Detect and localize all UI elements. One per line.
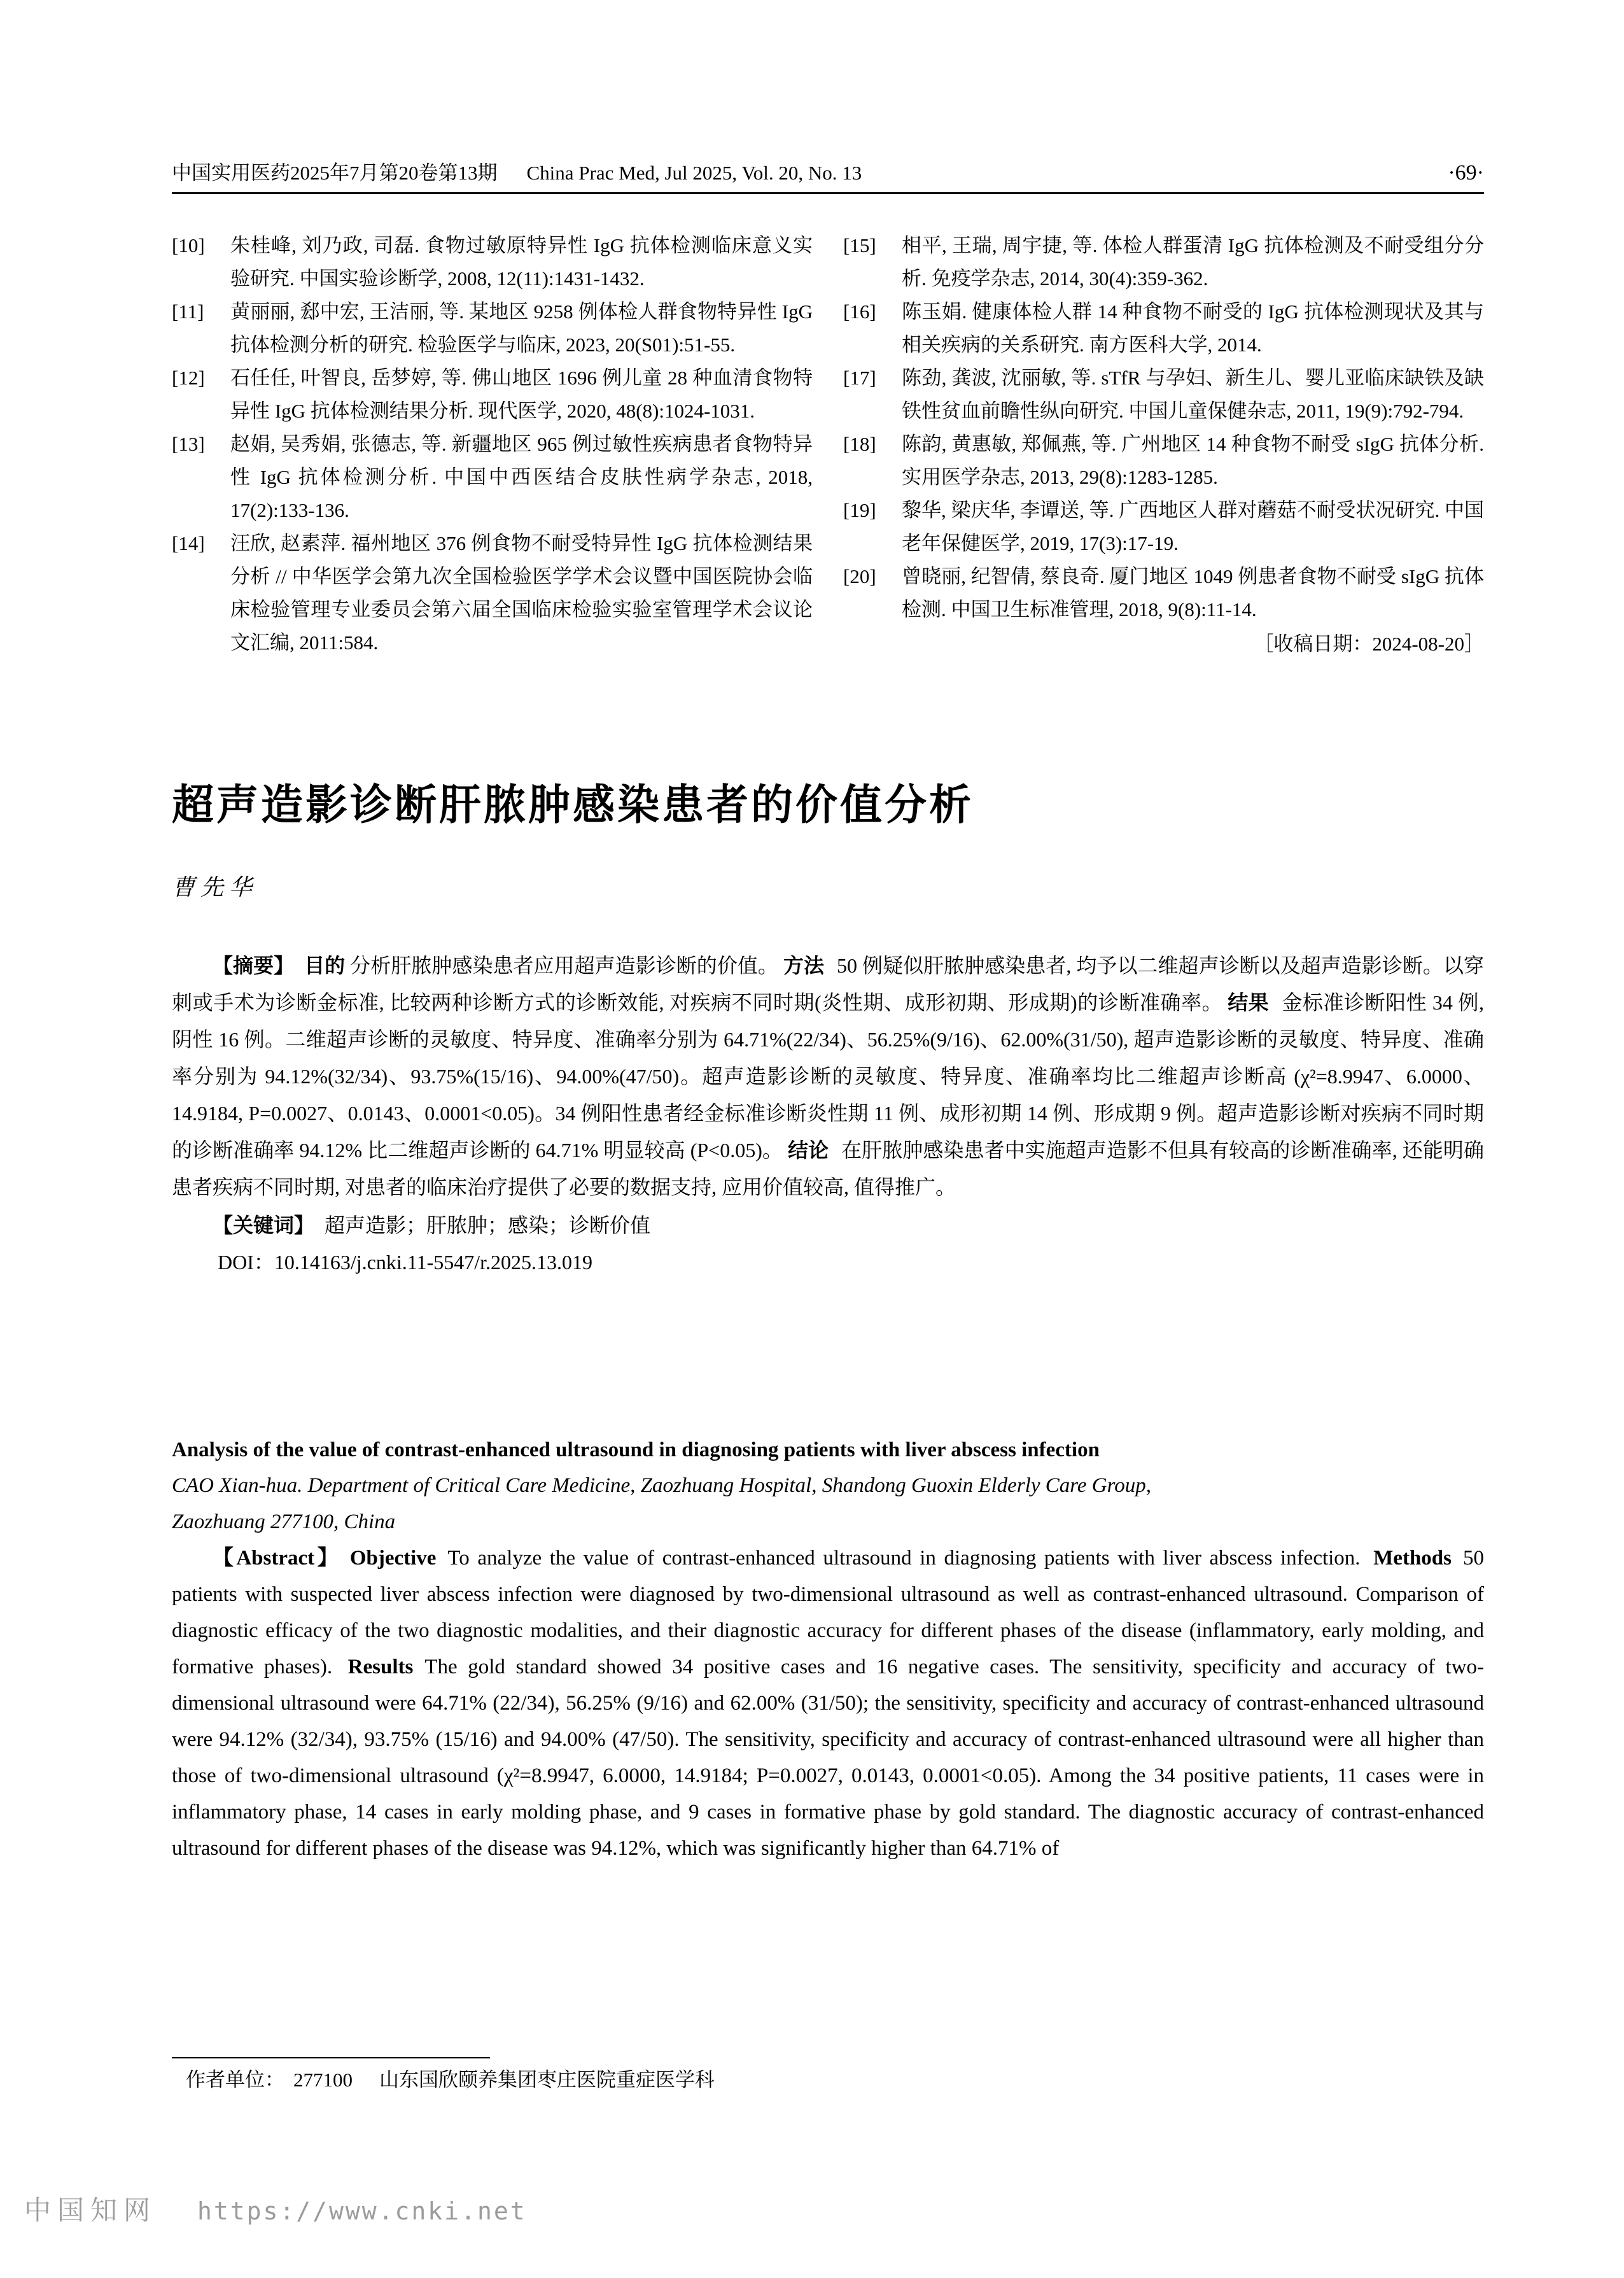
reference-text: 黎华, 梁庆华, 李谭送, 等. 广西地区人群对蘑菇不耐受状况研究. 中国老年保健医学, 2019, 17(3):17-19. (902, 499, 1484, 554)
footnote-block (172, 2057, 1484, 2097)
reference-text: 汪欣, 赵素萍. 福州地区 376 例食物不耐受特异性 IgG 抗体检测结果分析 // 中华医学会第九次全国检验医学学术会议暨中国医院协会临床检验管理专业委员会第六届全国临床检验实验室管理学术会议论文汇编, 2011:584. (230, 532, 813, 654)
reference-number: [13] (172, 433, 205, 455)
article-author: 曹先华 (172, 875, 258, 900)
objective-label: 目的 (304, 954, 346, 977)
reference-item (843, 362, 1484, 428)
reference-number: [10] (172, 234, 205, 257)
cnki-watermark (24, 2190, 527, 2228)
footnote-affiliation: 山东国欣颐养集团枣庄医院重症医学科 (379, 2069, 715, 2091)
abstract-tag: 【摘要】 (213, 954, 295, 977)
english-objective-label: Objective (349, 1547, 437, 1570)
english-section (172, 1432, 1484, 1867)
english-abstract-tag: 【Abstract】 (213, 1547, 341, 1570)
reference-number: [14] (172, 532, 205, 554)
reference-item (172, 362, 813, 428)
header-divider (172, 192, 1484, 194)
reference-text: 相平, 王瑞, 周宇捷, 等. 体检人群蛋清 IgG 抗体检测及不耐受组分分析. 免疫学杂志, 2014, 30(4):359-362. (902, 234, 1484, 290)
results-label: 结果 (1228, 991, 1270, 1014)
reference-item (843, 428, 1484, 494)
reference-text: 赵娟, 吴秀娟, 张德志, 等. 新疆地区 965 例过敏性疾病患者食物特异性 IgG 抗体检测分析. 中国中西医结合皮肤性病学杂志, 2018, 17(2):133-136. (230, 433, 813, 521)
article-title: 超声造影诊断肝脓肿感染患者的价值分析 (172, 781, 974, 828)
reference-text: 朱桂峰, 刘乃政, 司磊. 食物过敏原特异性 IgG 抗体检测临床意义实验研究. 中国实验诊断学, 2008, 12(11):1431-1432. (230, 234, 813, 290)
reference-number: [11] (172, 300, 204, 323)
english-abstract (172, 1540, 1484, 1867)
keywords-text: 超声造影；肝脓肿；感染；诊断价值 (325, 1214, 651, 1237)
reference-item (172, 428, 813, 527)
journal-info-zh: 中国实用医药2025年7月第20卷第13期 (172, 162, 498, 184)
reference-text: 陈劲, 龚波, 沈丽敏, 等. sTfR 与孕妇、新生儿、婴儿亚临床缺铁及缺铁性贫血前瞻性纵向研究. 中国儿童保健杂志, 2011, 19(9):792-794. (902, 367, 1484, 422)
english-affiliation-line1: CAO Xian-hua. Department of Critical Care Medicine, Zaozhuang Hospital, Shandong Guoxin Elderly Care Group, (172, 1474, 1151, 1497)
methods-label: 方法 (783, 954, 825, 977)
reference-number: [18] (843, 433, 876, 455)
doi-line: DOI：10.14163/j.cnki.11-5547/r.2025.13.019 (218, 1251, 593, 1274)
objective-text: 分析肝脓肿感染患者应用超声造影诊断的价值。 (350, 954, 778, 977)
footnote-divider (172, 2057, 490, 2058)
journal-info (172, 160, 862, 186)
references-left-column (172, 229, 813, 661)
conclusion-text: 在肝脓肿感染患者中实施超声造影不但具有较高的诊断准确率, 还能明确患者疾病不同时期, 对患者的临床治疗提供了必要的数据支持, 应用价值较高, 值得推广。 (172, 1139, 1484, 1199)
english-objective-text: To analyze the value of contrast-enhanced ultrasound in diagnosing patients with liver abscess infection. (447, 1547, 1361, 1570)
page-number: ·69· (1448, 161, 1484, 185)
reference-text: 陈玉娟. 健康体检人群 14 种食物不耐受的 IgG 抗体检测现状及其与相关疾病的关系研究. 南方医科大学, 2014. (902, 300, 1484, 356)
reference-item (843, 295, 1484, 362)
reference-text: 石任任, 叶智良, 岳梦婷, 等. 佛山地区 1696 例儿童 28 种血清食物特异性 IgG 抗体检测结果分析. 现代医学, 2020, 48(8):1024-1031. (230, 367, 813, 422)
english-title: Analysis of the value of contrast-enhanced ultrasound in diagnosing patients with liver abscess infection (172, 1438, 1100, 1461)
chinese-abstract (172, 947, 1484, 1206)
received-date: ［收稿日期：2024-08-20］ (1254, 633, 1484, 655)
chinese-abstract-block (172, 947, 1484, 1281)
reference-number: [20] (843, 565, 876, 587)
reference-item (843, 494, 1484, 560)
reference-item (843, 560, 1484, 626)
reference-text: 陈韵, 黄惠敏, 郑佩燕, 等. 广州地区 14 种食物不耐受 sIgG 抗体分析. 实用医学杂志, 2013, 29(8):1283-1285. (902, 433, 1484, 488)
methods-text: 50 例疑似肝脓肿感染患者, 均予以二维超声诊断以及超声造影诊断。以穿刺或手术为诊断金标准, 比较两种诊断方式的诊断效能, 对疾病不同时期(炎性期、成形初期、形成期)的诊断准确率。 (172, 954, 1484, 1014)
journal-info-en: China Prac Med, Jul 2025, Vol. 20, No. 13 (526, 162, 862, 184)
results-text: 金标准诊断阳性 34 例, 阴性 16 例。二维超声诊断的灵敏度、特异度、准确率分别为 64.71%(22/34)、56.25%(9/16)、62.00%(31/50), 超声造影诊断的灵敏度、特异度、准确率分别为 94.12%(32/34)、93.75%(15/16)、94.00%(47/50)。超声造影诊断的灵敏度、特异度、准确率均比二维超声诊断高 (χ²=8.9947、6.0000、14.9184, P=0.0027、0.0143、0.0001<0.05)。34 例阳性患者经金标准诊断炎性期 11 例、成形初期 14 例、形成期 9 例。超声造影诊断对疾病不同时期的诊断准确率 94.12% 比二维超声诊断的 64.71% 明显较高 (P<0.05)。 (172, 991, 1484, 1162)
footnote-label: 作者单位： (186, 2069, 284, 2091)
reference-item (172, 295, 813, 362)
references-right-column (843, 229, 1484, 661)
keywords-label: 【关键词】 (213, 1214, 315, 1237)
reference-number: [16] (843, 300, 876, 323)
reference-item (172, 229, 813, 295)
reference-item (843, 229, 1484, 295)
reference-text: 曾晓丽, 纪智倩, 蔡良奇. 厦门地区 1049 例患者食物不耐受 sIgG 抗体检测. 中国卫生标准管理, 2018, 9(8):11-14. (902, 565, 1484, 621)
references-section (172, 229, 1484, 661)
english-results-label: Results (347, 1656, 414, 1678)
cnki-url: https://www.cnki.net (197, 2197, 527, 2225)
reference-text: 黄丽丽, 郄中宏, 王洁丽, 等. 某地区 9258 例体检人群食物特异性 IgG 抗体检测分析的研究. 检验医学与临床, 2023, 20(S01):51-55. (230, 300, 813, 356)
keywords-line (172, 1207, 1484, 1244)
reference-number: [12] (172, 367, 205, 389)
english-affiliation-line2: Zaozhuang 277100, China (172, 1510, 396, 1533)
reference-item (172, 527, 813, 659)
reference-number: [17] (843, 367, 876, 389)
english-methods-label: Methods (1373, 1547, 1452, 1570)
reference-number: [15] (843, 234, 876, 257)
english-methods-text: 50 patients with suspected liver abscess infection were diagnosed by two-dimensional ultrasound as well as contrast-enhanced ultrasound. Comparison of diagnostic efficacy of the two diagnostic modalities, and their diagnostic accuracy for different phases of the disease (inflammatory, early molding, and formative phases). (172, 1547, 1484, 1678)
page-header (172, 160, 1484, 194)
english-results-text: The gold standard showed 34 positive cases and 16 negative cases. The sensitivity, specificity and accuracy of two-dimensional ultrasound were 64.71% (22/34), 56.25% (9/16) and 62.00% (31/50); the sensitivity, specificity and accuracy of contrast-enhanced ultrasound were 94.12% (32/34), 93.75% (15/16) and 94.00% (47/50). The sensitivity, specificity and accuracy of contrast-enhanced ultrasound were all higher than those of two-dimensional ultrasound (χ²=8.9947, 6.0000, 14.9184; P=0.0027, 0.0143, 0.0001<0.05). Among the 34 positive patients, 11 cases were in inflammatory phase, 14 cases in early molding phase, and 9 cases in formative phase by gold standard. The diagnostic accuracy of contrast-enhanced ultrasound for different phases of the disease was 94.12%, which was significantly higher than 64.71% of (172, 1656, 1485, 1860)
conclusion-label: 结论 (787, 1139, 829, 1162)
reference-number: [19] (843, 499, 876, 521)
cnki-logo-text: 中国知网 (24, 2197, 157, 2226)
footnote-postcode: 277100 (293, 2069, 353, 2091)
author-affiliation-note (172, 2064, 1484, 2097)
